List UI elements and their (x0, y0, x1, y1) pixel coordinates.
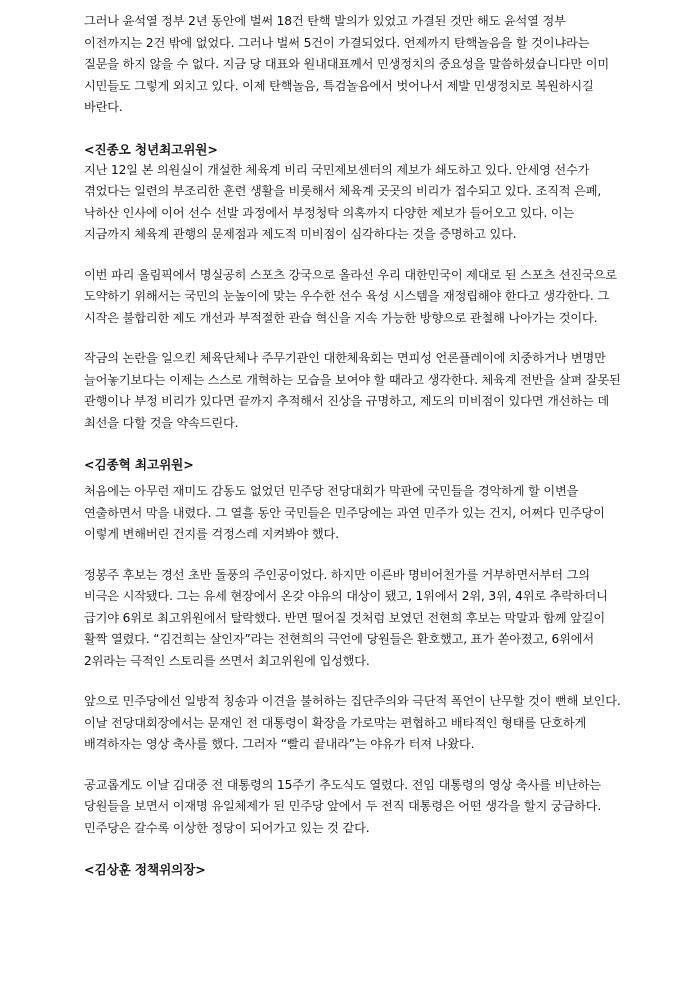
speaker-heading-kim-jonghyuk: <김종혁 최고위원> (84, 457, 194, 472)
speaker-heading-jin-jongoh: <진종오 청년최고위원> (84, 141, 218, 157)
speaker-heading-kim-sanghoon: <김상훈 정책위의장> (84, 862, 206, 877)
press-briefing-text (84, 11, 624, 880)
paragraph-collectivism: 앞으로 민주당에선 일방적 칭송과 이견을 불허하는 집단주의와 극단적 폭언이 난무할 것이 뻔해 보인다. 이날 전당대회장에서는 문재인 전 대통령이 확장을 가로막는 편협하고 배타적인 형태를 단호하게 배격하자는 영상 축사를 했다. 그러자 “빨리 끝내라”는 야유가 터져 나왔다. (84, 694, 621, 751)
paragraph-sports-report-center: 지난 12일 본 의원실이 개설한 체육계 비리 국민제보센터의 제보가 쇄도하고 있다. 안세영 선수가 겪었다는 일련의 부조리한 훈련 생활을 비롯해서 체육계 곳곳의 비리가 접수되고 있다. 조직적 은폐, 낙하산 인사에 이어 선수 선발 과정에서 부정청탁 의혹까지 다양한 제보가 들어오고 있다. 이는 지금까지 체육계 관행의 문제점과 제도적 미비점이 심각하다는 것을 증명하고 있다. (84, 162, 602, 241)
paragraph-sports-reform: 작금의 논란을 일으킨 체육단체나 주무기관인 대한체육회는 면피성 언론플레이에 치중하거나 변명만 늘어놓기보다는 이제는 스스로 개혁하는 모습을 보여야 할 때라고 생각한다. 체육계 전반을 살펴 잘못된 관행이나 부정 비리가 있다면 끝까지 추적해서 진상을 규명하고, 제도의 미비점이 있다면 개선하는 데 최선을 다할 것을 약속드린다. (84, 351, 621, 430)
paragraph-party-convention: 처음에는 아무런 재미도 감동도 없었던 민주당 전당대회가 막판에 국민들을 경악하게 할 이변을 연출하면서 막을 내렸다. 그 열흘 동안 국민들은 민주당에는 과연 민주가 있는 건지, 어쩌다 민주당이 이렇게 변해버린 건지를 걱정스레 지켜봐야 했다. (84, 484, 605, 541)
paragraph-jung-bongju: 정봉주 후보는 경선 초반 돌풍의 주인공이었다. 하지만 이른바 명비어천가를 거부하면서부터 그의 비극은 시작됐다. 그는 유세 현장에서 온갖 야유의 대상이 됐고, 1위에서 2위, 3위, 4위로 추락하더니 급기야 6위로 최고위원에서 탈락했다. 반면 떨어질 것처럼 보였던 전현희 후보는 막말과 함께 앞길이 활짝 열렸다. “김건희는 살인자”라는 전현희의 극언에 당원들은 환호했고, 표가 쏟아졌고, 6위에서 2위라는 극적인 스토리를 쓰면서 최고위원에 입성했다. (84, 567, 608, 668)
paragraph-memorial: 공교롭게도 이날 김대중 전 대통령의 15주기 추도식도 열렸다. 전임 대통령의 영상 축사를 비난하는 당원들을 보면서 이재명 유일체제가 된 민주당 앞에서 두 전직 대통령은 어떤 생각을 할지 궁금하다. 민주당은 갈수록 이상한 정당이 되어가고 있는 것 같다. (84, 777, 602, 835)
paragraph-impeachment: 그러나 윤석열 정부 2년 동안에 벌써 18건 탄핵 발의가 있었고 가결된 것만 해도 윤석열 정부 이전까지는 2건 밖에 없었다. 그러나 벌써 5건이 가결되었다. 언제까지 탄핵놀음을 할 것이냐라는 질문을 하지 않을 수 없다. 지금 당 대표와 원내대표께서 민생정치의 중요성을 말씀하셨습니다만 이미 시민들도 그렇게 외치고 있다. 이제 탄핵놀음, 특검놀음에서 벗어나서 제발 민생정치로 복원하시길 바란다. (84, 14, 609, 114)
paragraph-paris-olympics: 이번 파리 올림픽에서 명실공히 스포츠 강국으로 올라선 우리 대한민국이 제대로 된 스포츠 선진국으로 도약하기 위해서는 국민의 눈높이에 맞는 우수한 선수 육성 시스템을 재정립해야 한다고 생각한다. 그 시작은 불합리한 제도 개선과 부적절한 관습 혁신을 지속 가능한 방향으로 관철해 나아가는 것이다. (84, 267, 617, 325)
